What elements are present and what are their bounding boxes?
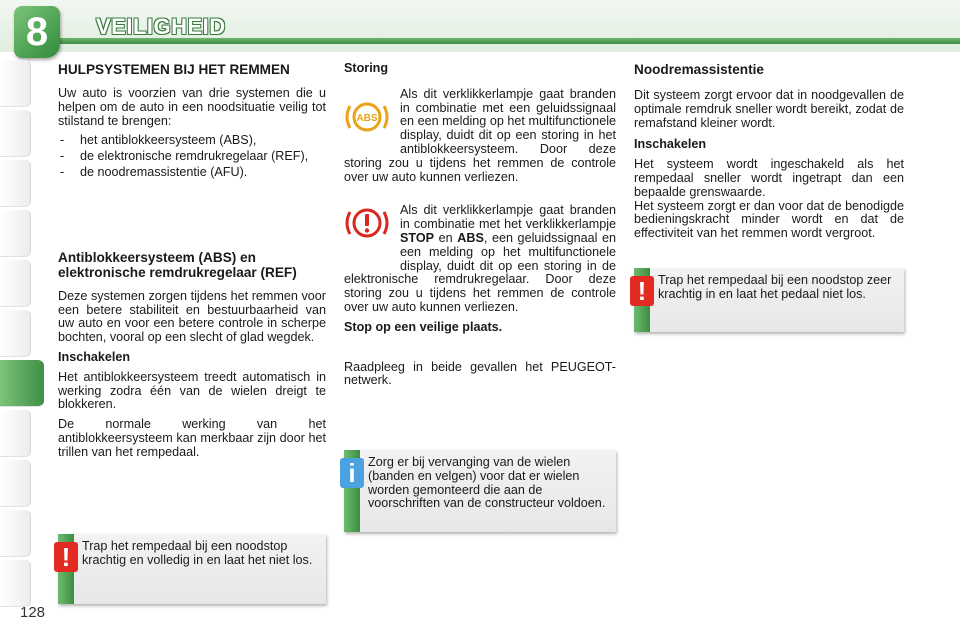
warning-note-abs bbox=[58, 534, 326, 604]
intro-paragraph: Uw auto is voorzien van drie systemen die u helpen om de auto in een noodsituatie veilig tot stilstand te brengen: bbox=[58, 86, 326, 128]
afu-paragraph: Dit systeem zorgt ervoor dat in noodgevallen de optimale remdruk sneller wordt bereikt, zodat de remafstand kleiner wordt. bbox=[634, 88, 904, 130]
subheading-fault: Storing bbox=[344, 61, 389, 75]
stop-safely-instruction: Stop op een veilige plaats. bbox=[344, 319, 503, 334]
afu-activation-paragraph: Het systeem wordt ingeschakeld als het rempedaal sneller wordt ingetrapt dan een bepaalde grenswaarde. bbox=[634, 157, 904, 199]
chapter-tab[interactable] bbox=[0, 260, 31, 307]
chapter-tab[interactable] bbox=[0, 310, 31, 357]
warning-note-afu bbox=[634, 268, 904, 332]
abs-warning-lamp-icon bbox=[344, 100, 390, 134]
info-note-wheels bbox=[344, 450, 616, 532]
section-title-afu: Noodremassistentie bbox=[634, 62, 764, 77]
list-item: - de noodremassistentie (AFU). bbox=[58, 166, 326, 180]
chapter-tab[interactable] bbox=[0, 560, 31, 607]
chapter-number-badge: 8 bbox=[14, 6, 60, 58]
list-item: - de elektronische remdrukregelaar (REF), bbox=[58, 150, 326, 164]
warning-icon: ! bbox=[630, 276, 654, 306]
brake-warning-lamp-icon bbox=[344, 206, 390, 240]
list-item: - het antiblokkeersysteem (ABS), bbox=[58, 134, 326, 148]
fault-paragraph-abs: Als dit verklikkerlampje gaat branden in combinatie met een geluidssignaal en een melding op het multifunctionele display, duidt dit op een storing in het antiblokkeersysteem. Door deze storing zou u tijdens het remmen de controle over uw auto kunnen verliezen. bbox=[344, 86, 616, 184]
vibration-paragraph: De normale werking van het antiblokkeersysteem kan merkbaar zijn door het trillen van het rempedaal. bbox=[58, 417, 326, 459]
chapter-tab[interactable] bbox=[0, 160, 31, 207]
warning-icon: ! bbox=[54, 542, 78, 572]
section-title-abs-ref: Antiblokkeersysteem (ABS) en elektronische remdrukregelaar (REF) bbox=[58, 249, 297, 280]
info-text: Zorg er bij vervanging van de wielen (banden en velgen) voor dat er wielen worden gemonteerd die aan de voorschriften van de constructeur voldoen. bbox=[368, 455, 606, 511]
chapter-tab-active[interactable] bbox=[0, 360, 44, 407]
column-braking-systems bbox=[58, 62, 326, 466]
section-title-braking-aids: HULPSYSTEMEN BIJ HET REMMEN bbox=[58, 62, 290, 77]
info-icon: i bbox=[340, 458, 364, 488]
page-number: 128 bbox=[20, 604, 46, 621]
column-emergency-brake-assist bbox=[634, 62, 904, 247]
consult-network-paragraph: Raadpleeg in beide gevallen het PEUGEOT-netwerk. bbox=[344, 359, 616, 388]
chapter-tab[interactable] bbox=[0, 210, 31, 257]
fault-paragraph-ref: Als dit verklikkerlampje gaat branden in combinatie met het verklikkerlampje STOP en ABS, een geluidssignaal en een melding op het multifunctionele display, duidt dit op een storing in de elektronische remdrukregelaar. Door deze storing zou u tijdens het remmen de controle over uw auto kunnen verliezen. bbox=[344, 203, 616, 314]
column-fault bbox=[344, 62, 616, 394]
chapter-tab[interactable] bbox=[0, 110, 31, 157]
chapter-tab[interactable] bbox=[0, 460, 31, 507]
warning-text: Trap het rempedaal bij een noodstop krachtig en volledig in en laat het niet los. bbox=[82, 539, 313, 567]
afu-effect-paragraph: Het systeem zorgt er dan voor dat de benodigde bedieningskracht minder wordt en dat de effectiviteit van het remmen wordt vergroot. bbox=[634, 198, 904, 241]
chapter-title: VEILIGHEID bbox=[96, 14, 226, 39]
subheading-activation-afu: Inschakelen bbox=[634, 137, 707, 152]
abs-lamp-label: ABS bbox=[356, 112, 378, 124]
activation-paragraph: Het antiblokkeersysteem treedt automatisch in werking zodra één van de wielen dreigt te blokkeren. bbox=[58, 369, 326, 412]
warning-text: Trap het rempedaal bij een noodstop zeer krachtig in en laat het pedaal niet los. bbox=[658, 273, 892, 301]
abs-paragraph: Deze systemen zorgen tijdens het remmen voor een betere stabiliteit en bestuurbaarheid van uw auto en voor een betere controle in scherpe bochten, vooral op een slecht of glad wegdek. bbox=[58, 288, 326, 345]
chapter-tab[interactable] bbox=[0, 60, 31, 107]
chapter-tab[interactable] bbox=[0, 510, 31, 557]
chapter-tab[interactable] bbox=[0, 410, 31, 457]
subheading-activation: Inschakelen bbox=[58, 349, 131, 364]
systems-list bbox=[58, 134, 326, 179]
